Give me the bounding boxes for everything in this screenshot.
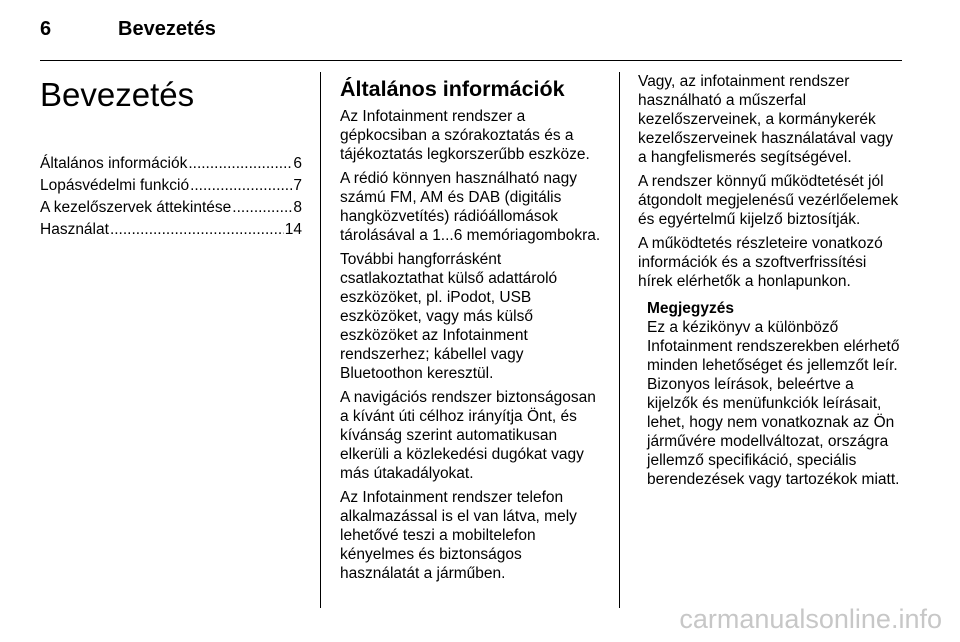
note-text: Ez a kézikönyv a különböző Infotainment rendszerekben elérhető minden lehetőséget és jellemzőt leír. Bizonyos leírások, beleértve a kijelzők és menüfunkciók leírásait, lehet, hogy nem vonatkoznak az Ön járművére modellváltozat, országra jellemző specifikáció, speciális berendezések vagy tartozékok miatt. (647, 319, 900, 488)
header-divider (40, 60, 902, 61)
body-paragraph: A rédió könnyen használható nagy számú FM, AM és DAB (digitális hangközvetítés) rádióállomások tárolásával a 1...6 memóriagombokra. (340, 170, 601, 244)
toc-entry[interactable] (40, 175, 302, 197)
toc-leader-dots (110, 219, 284, 241)
toc-entry-page: 14 (284, 221, 302, 238)
page-number: 6 (40, 18, 52, 40)
toc-entry-page: 6 (293, 155, 302, 172)
content-column-1 (340, 72, 604, 588)
toc-entry-page: 7 (293, 177, 302, 194)
toc-entry-label: Általános információk (40, 155, 188, 172)
toc-entry[interactable] (40, 153, 302, 175)
chapter-title: Bevezetés (40, 76, 195, 113)
table-of-contents (40, 153, 302, 241)
body-paragraph: A rendszer könnyű működtetését jól átgondolt megjelenésű vezérlőelemek és egyértelmű kijelző biztosítják. (638, 173, 899, 228)
toc-entry-label: Használat (40, 221, 109, 238)
toc-leader-dots (188, 153, 292, 175)
body-paragraph: A navigációs rendszer biztonságosan a kívánt úti célhoz irányítja Önt, és kívánság szerint automatikusan elkerüli a közlekedési dugókat vagy más útakadályokat. (340, 389, 596, 482)
body-paragraph: Az Infotainment rendszer a gépkocsiban a szórakoztatás és a tájékoztatás legkorszerűbb eszköze. (340, 108, 590, 163)
body-paragraph: Vagy, az infotainment rendszer használható a műszerfal kezelőszerveinek, a kormánykerék kezelőszerveinek használatával vagy a hangfelismerés segítségével. (638, 73, 894, 166)
note-box (647, 299, 902, 489)
toc-entry[interactable] (40, 219, 302, 241)
toc-entry[interactable] (40, 197, 302, 219)
header-section-title: Bevezetés (118, 18, 216, 40)
section-title: Általános információk (340, 77, 565, 101)
toc-entry-page: 8 (293, 199, 302, 216)
column-divider (320, 72, 321, 608)
toc-leader-dots (232, 197, 292, 219)
body-paragraph: További hangforrásként csatlakoztathat külső adattároló eszközöket, pl. iPodot, USB eszközöket, vagy más külső eszközöket az Infotainment rendszerhez; kábellel vagy Bluetoothon keresztül. (340, 251, 558, 382)
body-paragraph: Az Infotainment rendszer telefon alkalmazással is el van látva, mely lehetővé teszi a mobiltelefon kényelmes és biztonságos használatát a járműben. (340, 489, 577, 582)
content-column-2 (638, 72, 902, 494)
note-title: Megjegyzés (647, 300, 735, 317)
body-paragraph: A működtetés részleteire vonatkozó információk és a szoftverfrissítési hírek elérhetők a honlapunkon. (638, 235, 883, 290)
column-divider (619, 72, 620, 608)
toc-leader-dots (190, 175, 292, 197)
toc-entry-label: A kezelőszervek áttekintése (40, 199, 232, 216)
toc-column (40, 72, 302, 241)
toc-entry-label: Lopásvédelmi funkció (40, 177, 190, 194)
watermark: carmanualsonline.info (679, 604, 942, 634)
